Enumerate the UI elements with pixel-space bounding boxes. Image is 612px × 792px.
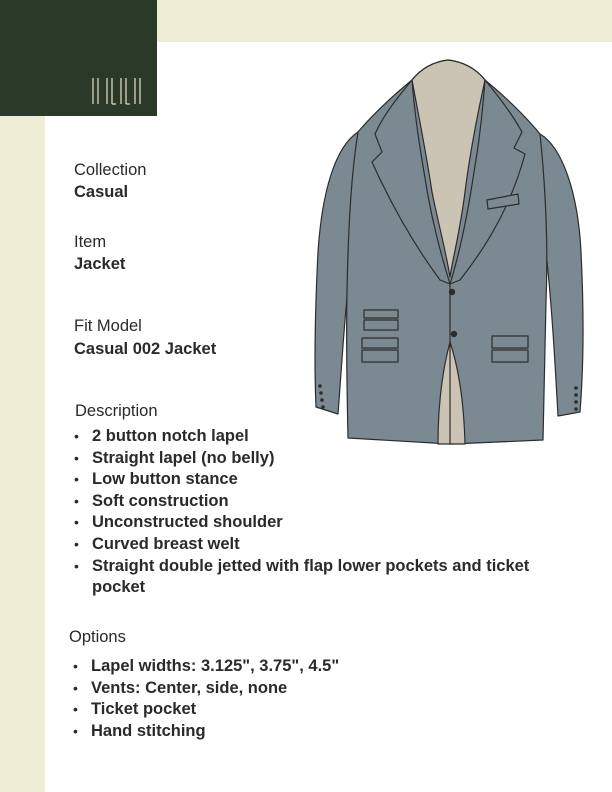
item-label: Item (74, 233, 107, 251)
collection-label: Collection (74, 161, 147, 179)
brand-monogram-icon (90, 76, 142, 106)
fit-model-label: Fit Model (74, 317, 142, 335)
list-item: • Straight double jetted with flap lower pockets and ticket pocket (74, 556, 562, 599)
list-item: • Hand stitching (73, 721, 573, 743)
description-label: Description (75, 402, 158, 420)
jacket-illustration (300, 52, 590, 447)
top-accent-band (157, 0, 612, 42)
item-value: Jacket (74, 255, 126, 273)
description-list (74, 426, 574, 599)
list-item: • Unconstructed shoulder (74, 512, 574, 534)
list-item: • Curved breast welt (74, 534, 574, 556)
list-item: • Low button stance (74, 469, 574, 491)
fit-model-value: Casual 002 Jacket (74, 340, 217, 358)
list-item: • Straight lapel (no belly) (74, 448, 574, 470)
list-item: • 2 button notch lapel (74, 426, 574, 448)
list-item: • Vents: Center, side, none (73, 678, 573, 700)
options-label: Options (69, 628, 126, 646)
list-item: • Lapel widths: 3.125", 3.75", 4.5" (73, 656, 573, 678)
list-item: • Ticket pocket (73, 699, 573, 721)
logo-block (0, 0, 157, 116)
collection-value: Casual (74, 183, 129, 201)
left-accent-band (0, 0, 45, 792)
options-list (73, 656, 573, 742)
list-item: • Soft construction (74, 491, 574, 513)
